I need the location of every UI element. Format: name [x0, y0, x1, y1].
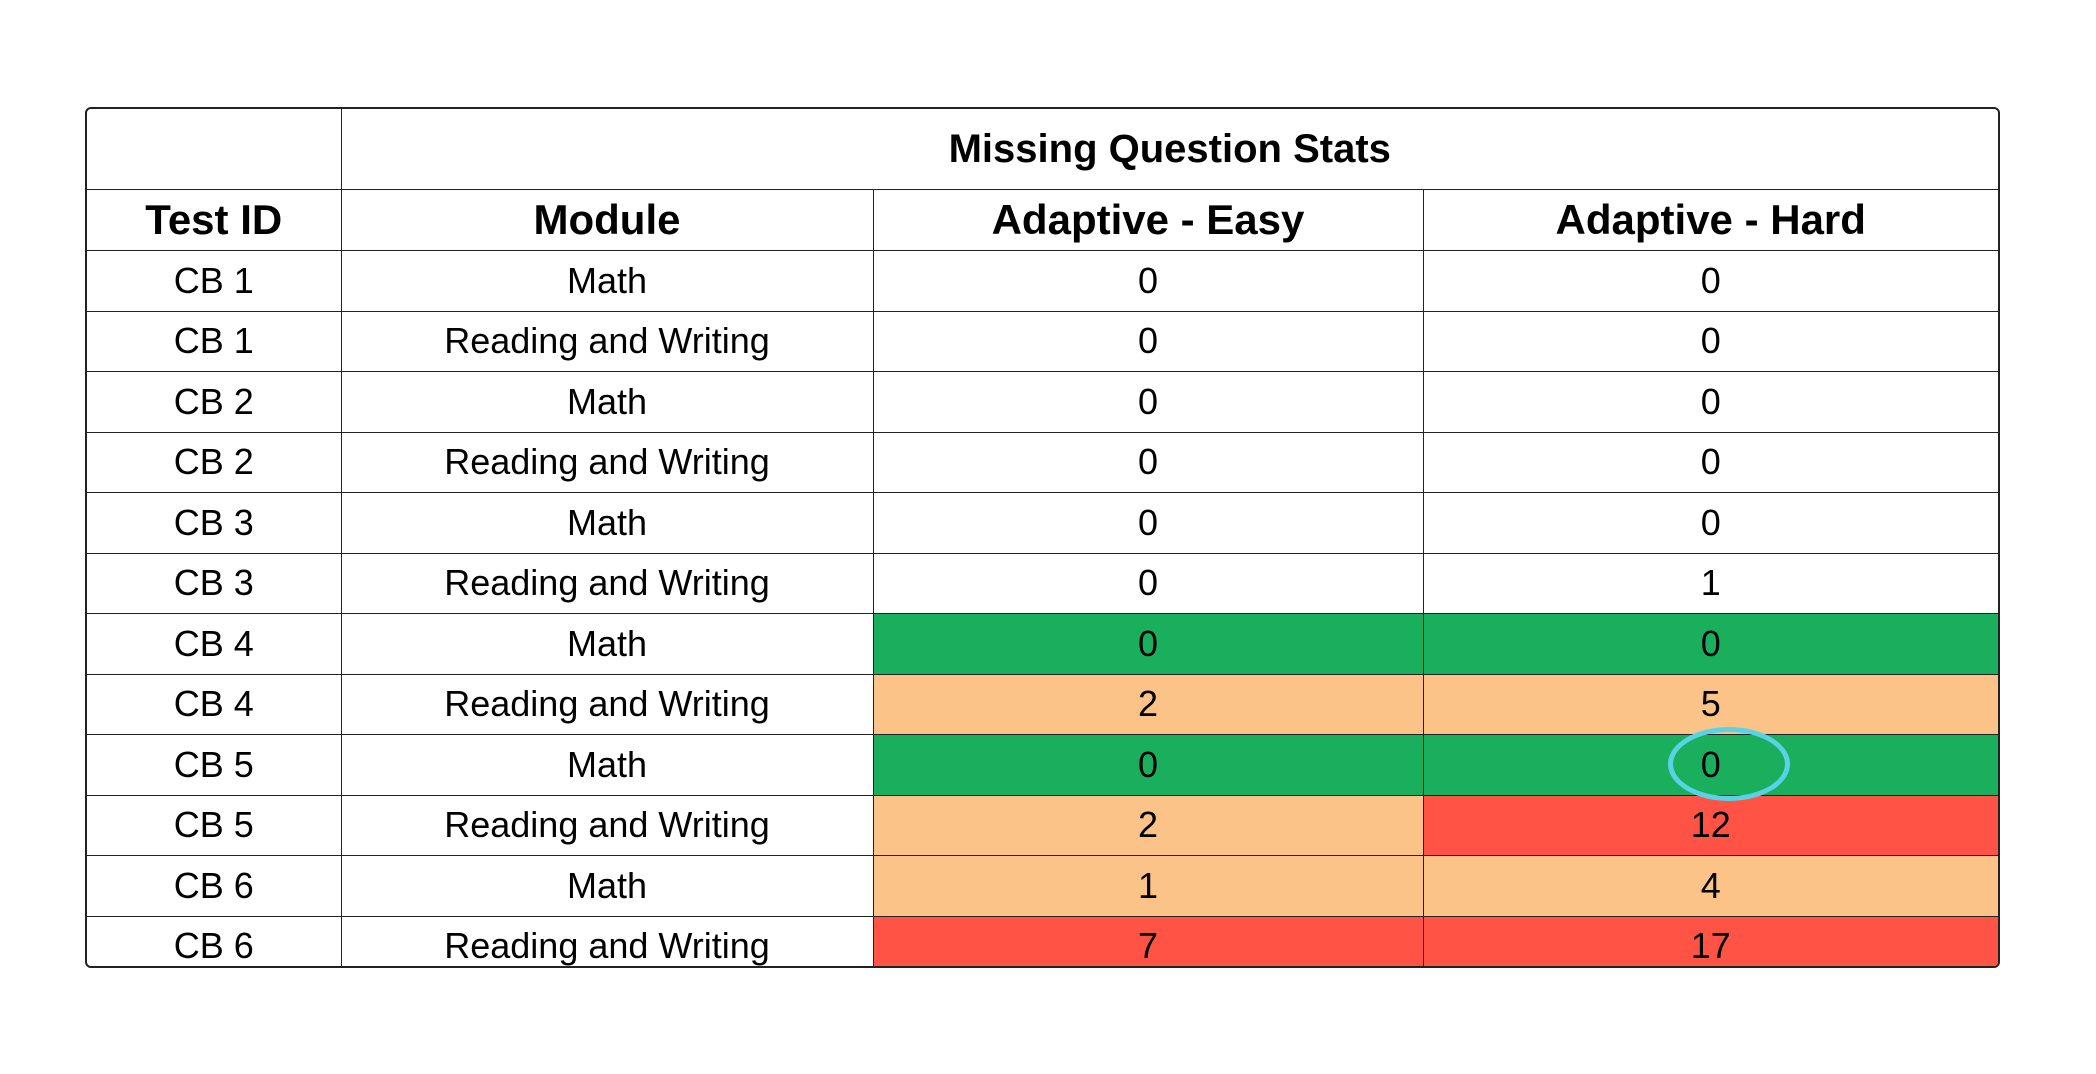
cell-adaptive-easy: 2	[873, 674, 1423, 735]
cell-adaptive-easy: 1	[873, 856, 1423, 917]
cell-module: Reading and Writing	[341, 553, 873, 614]
cell-module: Reading and Writing	[341, 916, 873, 968]
cell-test-id: CB 5	[87, 795, 341, 856]
cell-module: Reading and Writing	[341, 795, 873, 856]
table-row	[87, 795, 1998, 856]
table-row	[87, 251, 1998, 312]
cell-adaptive-hard: 1	[1423, 553, 1998, 614]
cell-test-id: CB 2	[87, 432, 341, 493]
column-header-test-id: Test ID	[87, 190, 341, 251]
cell-adaptive-easy: 0	[873, 735, 1423, 796]
cell-adaptive-easy: 0	[873, 372, 1423, 433]
table-row	[87, 916, 1998, 968]
cell-test-id: CB 3	[87, 553, 341, 614]
cell-module: Math	[341, 251, 873, 312]
cell-test-id: CB 2	[87, 372, 341, 433]
cell-module: Reading and Writing	[341, 432, 873, 493]
cell-test-id: CB 1	[87, 311, 341, 372]
table-body	[87, 251, 1998, 969]
cell-module: Reading and Writing	[341, 674, 873, 735]
column-header-module: Module	[341, 190, 873, 251]
column-header-adaptive-hard: Adaptive - Hard	[1423, 190, 1998, 251]
table-row	[87, 735, 1998, 796]
cell-module: Math	[341, 856, 873, 917]
stats-table-grid	[87, 109, 1998, 968]
cell-adaptive-hard: 0	[1423, 735, 1998, 796]
cell-adaptive-easy: 0	[873, 311, 1423, 372]
cell-test-id: CB 4	[87, 614, 341, 675]
column-header-adaptive-easy: Adaptive - Easy	[873, 190, 1423, 251]
cell-adaptive-hard: 0	[1423, 614, 1998, 675]
table-row	[87, 432, 1998, 493]
cell-adaptive-hard: 4	[1423, 856, 1998, 917]
cell-adaptive-hard: 12	[1423, 795, 1998, 856]
cell-adaptive-hard: 0	[1423, 372, 1998, 433]
table-title: Missing Question Stats	[341, 109, 1998, 190]
cell-module: Reading and Writing	[341, 311, 873, 372]
table-row	[87, 614, 1998, 675]
cell-test-id: CB 6	[87, 856, 341, 917]
title-row	[87, 109, 1998, 190]
cell-test-id: CB 4	[87, 674, 341, 735]
cell-adaptive-hard: 0	[1423, 311, 1998, 372]
cell-adaptive-hard: 0	[1423, 493, 1998, 554]
cell-adaptive-easy: 0	[873, 251, 1423, 312]
table-row	[87, 372, 1998, 433]
table-row	[87, 553, 1998, 614]
title-spacer-cell	[87, 109, 341, 190]
cell-adaptive-easy: 0	[873, 493, 1423, 554]
cell-test-id: CB 6	[87, 916, 341, 968]
cell-module: Math	[341, 493, 873, 554]
cell-adaptive-hard: 5	[1423, 674, 1998, 735]
cell-adaptive-hard: 0	[1423, 251, 1998, 312]
cell-adaptive-hard: 0	[1423, 432, 1998, 493]
table-row	[87, 311, 1998, 372]
cell-adaptive-easy: 0	[873, 553, 1423, 614]
cell-adaptive-hard: 17	[1423, 916, 1998, 968]
cell-module: Math	[341, 735, 873, 796]
cell-test-id: CB 1	[87, 251, 341, 312]
missing-question-stats-table	[85, 107, 2000, 968]
cell-test-id: CB 3	[87, 493, 341, 554]
table-row	[87, 493, 1998, 554]
cell-module: Math	[341, 372, 873, 433]
cell-adaptive-easy: 7	[873, 916, 1423, 968]
cell-module: Math	[341, 614, 873, 675]
cell-adaptive-easy: 0	[873, 614, 1423, 675]
table-row	[87, 856, 1998, 917]
header-row	[87, 190, 1998, 251]
cell-adaptive-easy: 0	[873, 432, 1423, 493]
cell-test-id: CB 5	[87, 735, 341, 796]
cell-adaptive-easy: 2	[873, 795, 1423, 856]
table-row	[87, 674, 1998, 735]
